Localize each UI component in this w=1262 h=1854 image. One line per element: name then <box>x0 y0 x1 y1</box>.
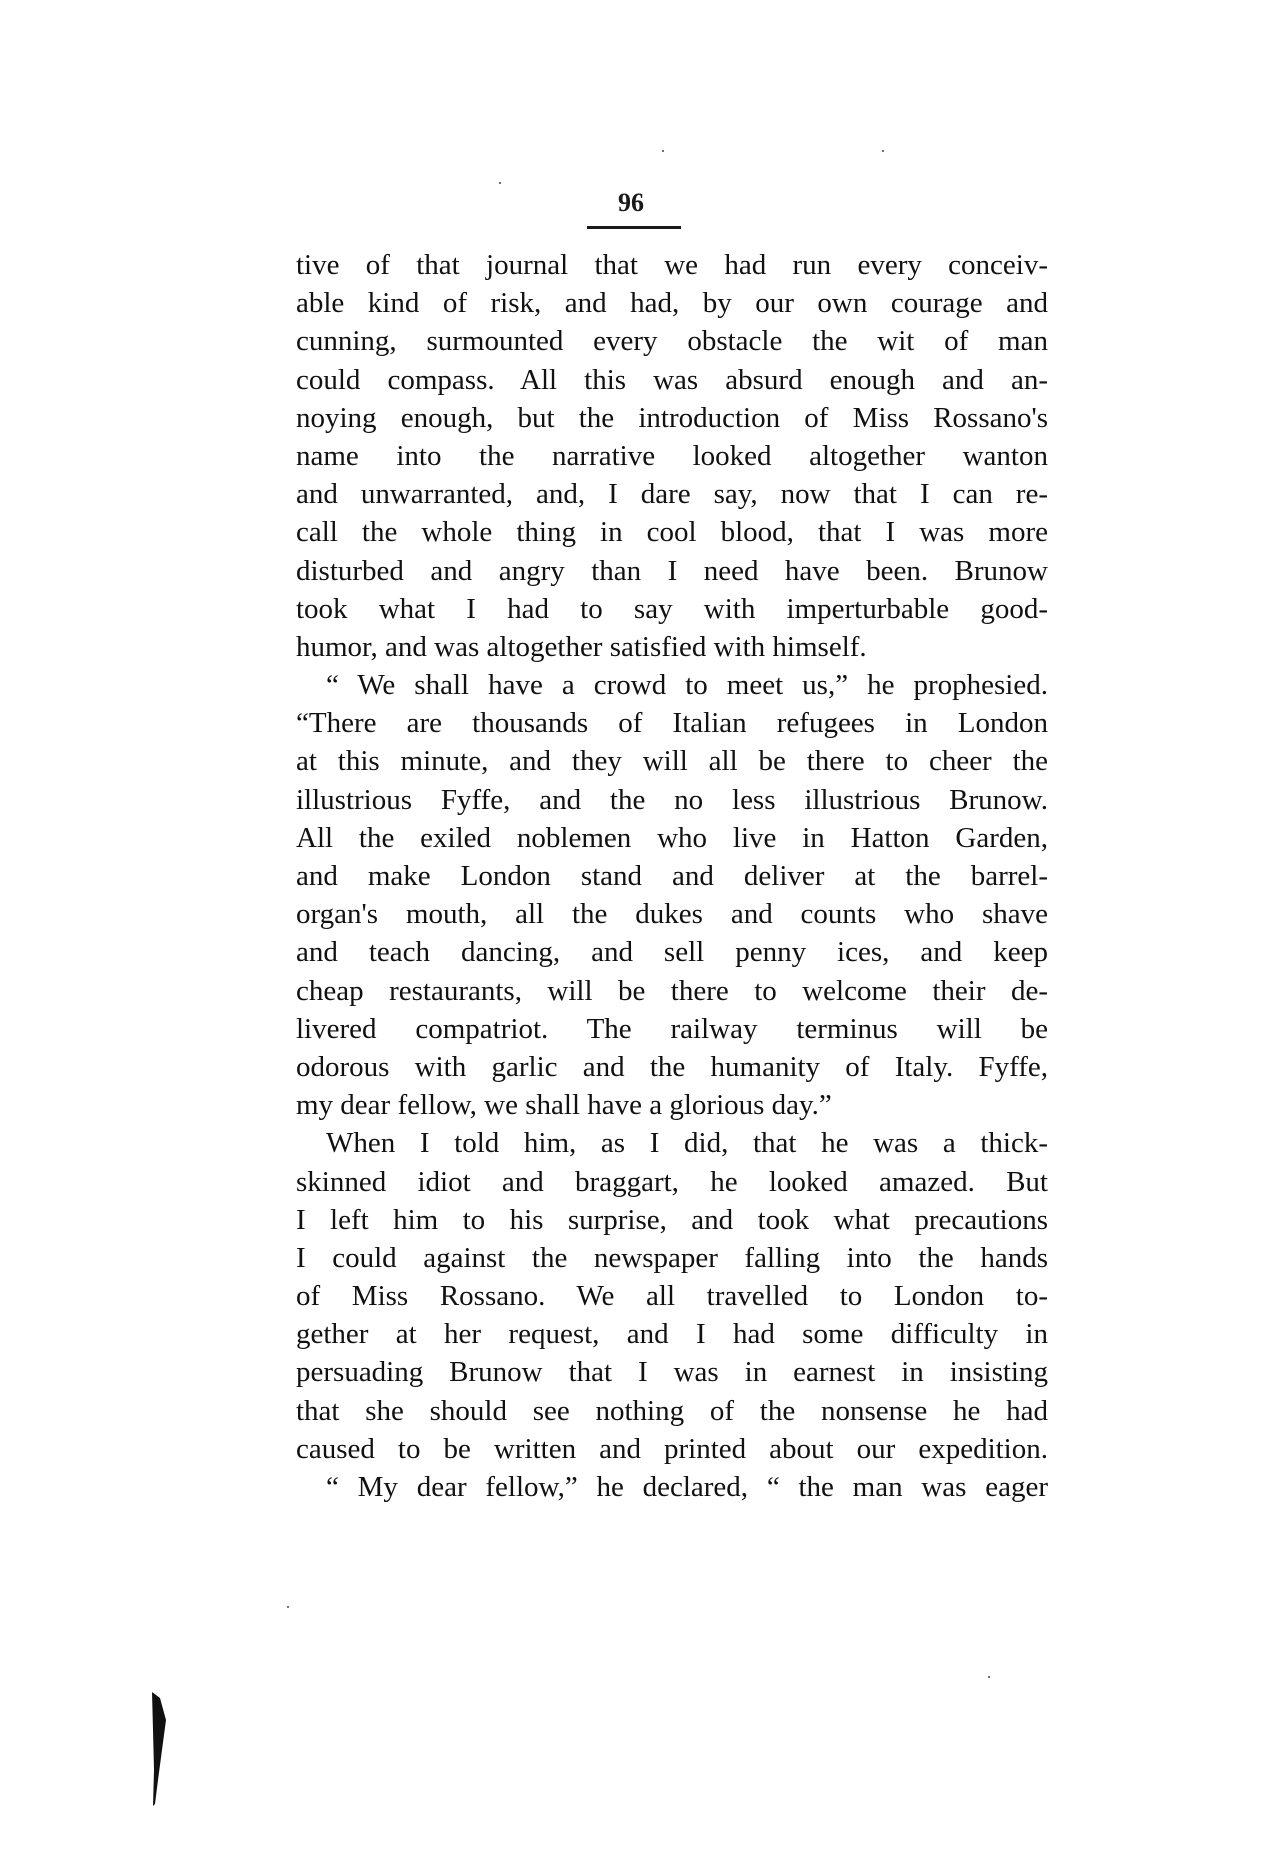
text-line: humor, and was altogether satisfied with himself. <box>296 630 867 663</box>
text-line: could compass. All this was absurd enough and an- <box>296 363 1048 396</box>
text-line: livered compatriot. The railway terminus will be <box>296 1012 1048 1045</box>
text-line: of Miss Rossano. We all travelled to London to- <box>296 1280 1048 1313</box>
text-line: that she should see nothing of the nonsense he had <box>296 1394 1048 1427</box>
binding-mark <box>150 1690 168 1806</box>
text-line: took what I had to say with imperturbable good- <box>296 592 1048 625</box>
text-line: my dear fellow, we shall have a glorious day.” <box>296 1089 832 1122</box>
text-line: able kind of risk, and had, by our own courage and <box>296 287 1048 320</box>
text-line: skinned idiot and braggart, he looked amazed. But <box>296 1165 1048 1198</box>
text-line: When I told him, as I did, that he was a thick- <box>326 1127 1048 1160</box>
text-line: and teach dancing, and sell penny ices, and keep <box>296 936 1048 969</box>
text-line: organ's mouth, all the dukes and counts who shave <box>296 898 1048 931</box>
text-line: cunning, surmounted every obstacle the wit of man <box>296 325 1048 358</box>
text-line: cheap restaurants, will be there to welcome their de- <box>296 974 1048 1007</box>
text-line: at this minute, and they will all be there to cheer the <box>296 745 1048 778</box>
text-line: call the whole thing in cool blood, that I was more <box>296 516 1048 549</box>
paper-speck <box>882 150 884 152</box>
page-number: 96 <box>618 188 644 217</box>
text-line: caused to be written and printed about our expedition. <box>296 1432 1048 1465</box>
text-line: All the exiled noblemen who live in Hatton Garden, <box>296 821 1048 854</box>
text-line: “ My dear fellow,” he declared, “ the man was eager <box>326 1471 1048 1503</box>
text-line: “There are thousands of Italian refugees in London <box>296 707 1048 740</box>
paper-speck <box>988 1676 990 1678</box>
paper-speck <box>287 1606 289 1608</box>
text-line: and unwarranted, and, I dare say, now that I can re- <box>296 478 1048 511</box>
text-line: noying enough, but the introduction of Miss Rossano's <box>296 401 1048 434</box>
text-line: persuading Brunow that I was in earnest in insisting <box>296 1356 1048 1389</box>
text-line: “ We shall have a crowd to meet us,” he prophesied. <box>326 669 1048 702</box>
paper-speck <box>662 150 664 152</box>
text-line: tive of that journal that we had run every conceiv- <box>296 249 1048 281</box>
body-text <box>296 246 1048 1506</box>
page-number-rule <box>587 226 681 229</box>
paper-speck <box>499 182 501 184</box>
text-line: I left him to his surprise, and took what precautions <box>296 1203 1048 1236</box>
text-line: gether at her request, and I had some difficulty in <box>296 1318 1048 1351</box>
text-line: name into the narrative looked altogether wanton <box>296 439 1048 472</box>
text-line: illustrious Fyffe, and the no less illustrious Brunow. <box>296 783 1048 816</box>
text-line: odorous with garlic and the humanity of Italy. Fyffe, <box>296 1050 1048 1083</box>
text-line: disturbed and angry than I need have been. Brunow <box>296 554 1048 587</box>
text-line: I could against the newspaper falling into the hands <box>296 1241 1048 1274</box>
text-line: and make London stand and deliver at the barrel- <box>296 860 1048 892</box>
